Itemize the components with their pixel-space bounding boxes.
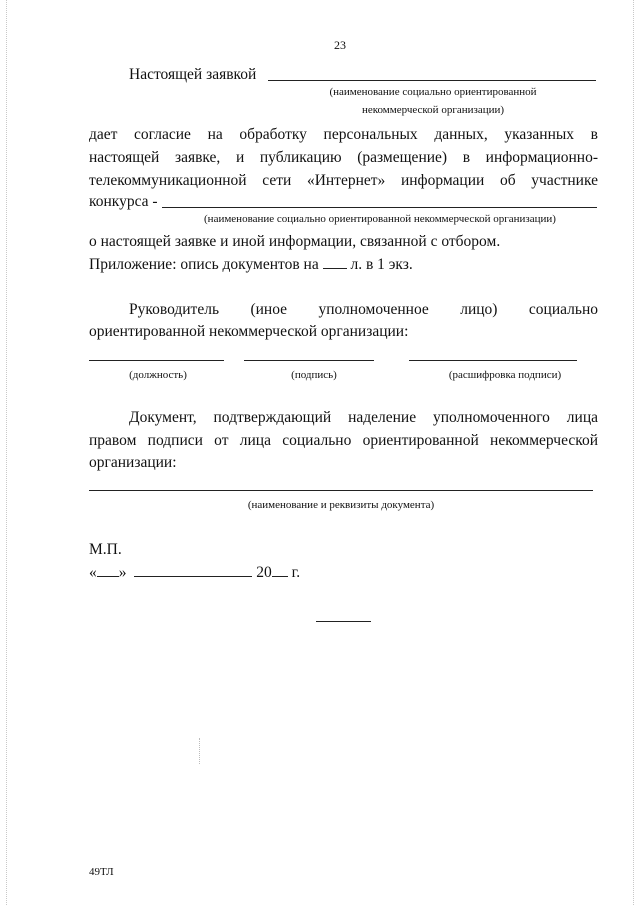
consent-line-4-prefix: конкурса - — [89, 193, 158, 210]
attachment-prefix: Приложение: опись документов на — [89, 256, 319, 273]
date-open-quote: « — [89, 564, 97, 581]
position-caption: (должность) — [129, 369, 187, 381]
authority-line-1: Документ, подтверждающий наделение уполномоченного лица — [129, 409, 598, 426]
date-close-quote: » — [118, 564, 127, 581]
decoding-field-line — [409, 360, 577, 361]
page-edge-left — [6, 0, 7, 905]
authority-doc-caption: (наименование и реквизиты документа) — [247, 499, 435, 511]
org-name-caption-1: (наименование социально ориентированной — [329, 86, 537, 98]
authority-line-3: организации: — [89, 454, 177, 471]
head-line-1: Руководитель (иное уполномоченное лицо) социально — [129, 301, 598, 318]
consent-line-2: настоящей заявке, и публикацию (размещение) в информационно- — [89, 149, 598, 166]
page-edge-right — [633, 0, 634, 905]
year-suffix: г. — [291, 564, 301, 581]
authority-line-2: правом подписи от лица социально ориентированной некоммерческой — [89, 432, 598, 449]
attachment-line — [89, 254, 413, 275]
contest-participant-caption: (наименование социально ориентированной некоммерческой организации) — [204, 213, 556, 225]
page-number: 23 — [334, 38, 346, 52]
year-field — [272, 564, 288, 577]
date-line — [89, 562, 300, 583]
attachment-pages-field — [323, 256, 347, 269]
end-divider — [316, 621, 371, 622]
consent-line-5: о настоящей заявке и иной информации, связанной с отбором. — [89, 233, 501, 250]
day-field — [97, 564, 119, 577]
head-line-2: ориентированной некоммерческой организации: — [89, 323, 409, 340]
consent-line-3: телекоммуникационной сети «Интернет» информации об участнике — [89, 172, 598, 189]
signature-caption: (подпись) — [291, 369, 337, 381]
org-name-caption-2: некоммерческой организации) — [361, 104, 505, 116]
signature-field-line — [244, 360, 374, 361]
authority-doc-field-line — [89, 490, 593, 491]
contest-participant-field-line — [162, 207, 597, 208]
consent-line-1: дает согласие на обработку персональных данных, указанных в — [89, 126, 598, 143]
month-field — [134, 564, 252, 577]
position-field-line — [89, 360, 224, 361]
application-lead-text: Настоящей заявкой — [129, 66, 257, 83]
attachment-suffix: л. в 1 экз. — [350, 256, 413, 273]
year-prefix: 20 — [256, 564, 272, 581]
org-name-field-line — [268, 80, 596, 81]
decoding-caption: (расшифровка подписи) — [448, 369, 562, 381]
scan-artifact — [199, 738, 200, 764]
footer-code: 49ТЛ — [89, 866, 114, 878]
stamp-label: М.П. — [89, 541, 122, 558]
